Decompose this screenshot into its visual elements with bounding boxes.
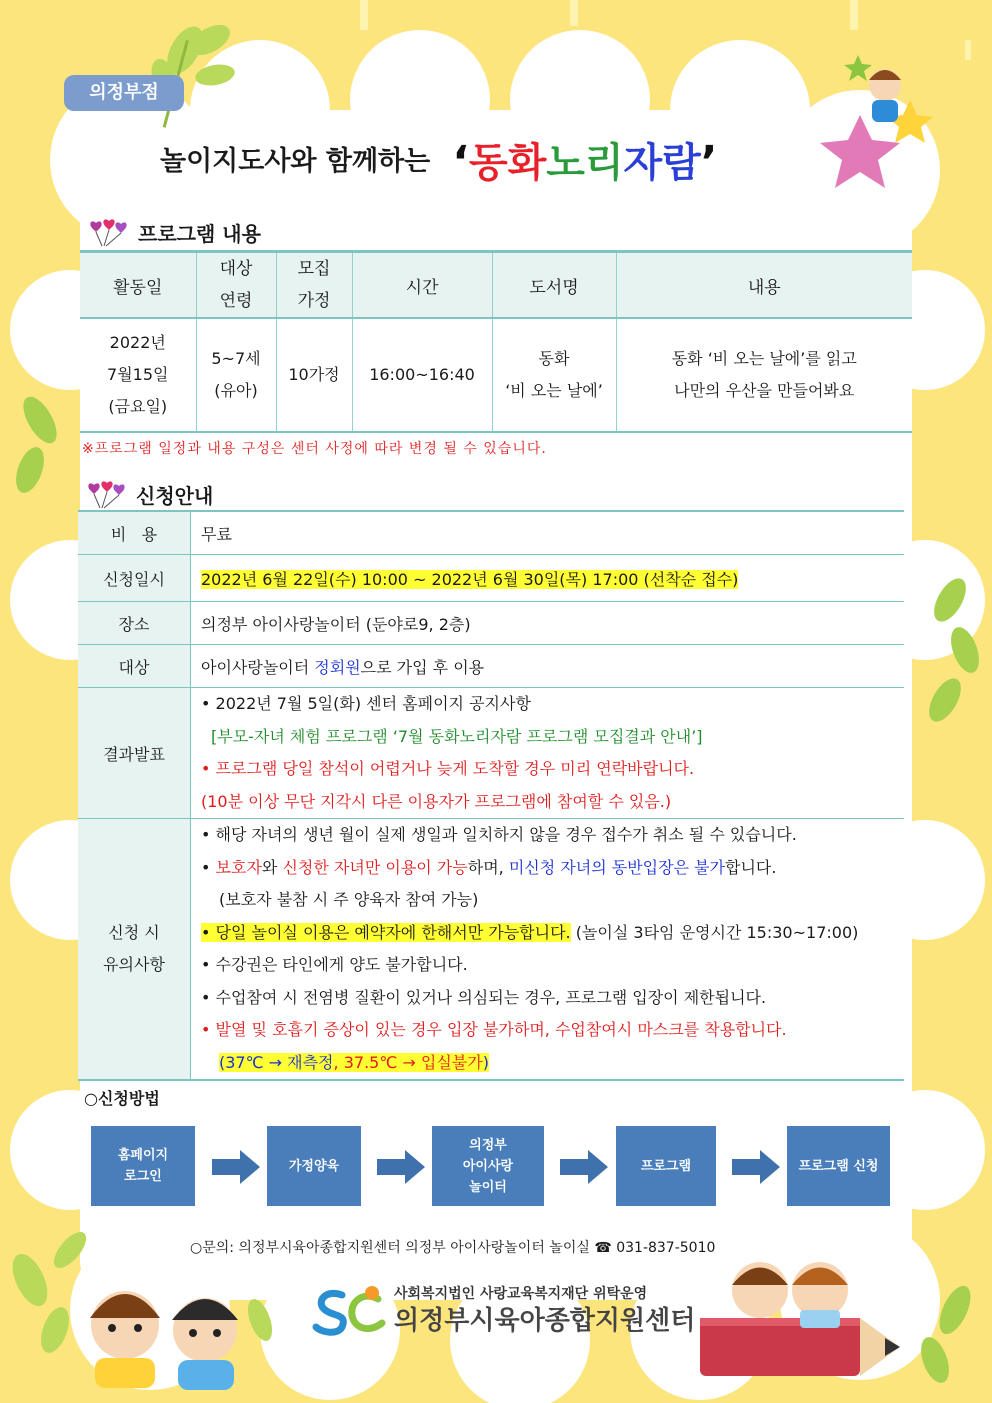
fee-label: 비 용 [78,511,191,555]
target-value [191,645,905,688]
title-prefix: 놀이지도사와 함께하는 [160,146,431,177]
balloon-hearts-icon [88,219,130,247]
result-value [191,688,905,819]
org-operator: 사회복지법인 사랑교육복지재단 위탁운영 [394,1286,648,1302]
caution-line-7: • 발열 및 호흡기 증상이 있는 경우 입장 불가하며, 수업참여시 마스크를 착용합니다. [201,1020,787,1039]
caution-applied-only: 신청한 자녀만 이용이 가능 [282,857,468,877]
caution-row [78,819,904,1081]
caution-line-2 [201,852,904,885]
caution-temp-close: ) [482,1052,489,1072]
arrow-right-icon [560,1150,608,1184]
schedule-notice: ※프로그램 일정과 내용 구성은 센터 사정에 따라 변경 될 수 있습니다. [82,441,547,457]
title-char: 동 [468,140,508,186]
caution-value [191,819,905,1081]
title-quote-open: ‘ [452,137,469,188]
title-char: 자 [623,140,663,186]
title-program-name [469,131,701,188]
caution-label-line-2: 유의사항 [103,955,165,974]
cell-date: 2022년 7월15일 (금요일) [80,318,196,432]
caution-label [78,819,191,1081]
date-row [78,555,904,602]
target-member: 정회원 [314,657,361,677]
fee-value: 무료 [191,511,905,555]
step-homepage-login: 홈페이지 로그인 [91,1126,195,1206]
header-book: 도서명 [492,252,616,319]
date-value: 2022년 6월 22일(수) 10:00 ~ 2022년 6월 30일(목) 17:00 (선착순 접수) [201,569,739,589]
caution-guardian: 보호자 [215,857,262,877]
cell-families: 10가정 [276,318,352,432]
step-program: 프로그램 [616,1126,716,1206]
caution-line-3: (보호자 불참 시 주 양육자 참여 가능) [219,890,479,909]
apply-heading-text: 신청안내 [136,484,214,508]
result-row [78,688,904,819]
place-label: 장소 [78,602,191,645]
caution-line-1: • 해당 자녀의 생년 월이 실제 생일과 일치하지 않을 경우 접수가 취소 될 수 있습니다. [201,825,797,844]
caution-text: 합니다. [725,857,777,877]
header-content: 내용 [616,252,912,319]
contact-info: ○문의: 의정부시육아종합지원센터 의정부 아이사랑놀이터 놀이실 ☎ 031-837-5010 [190,1240,716,1256]
balloon-hearts-icon [86,481,128,509]
result-label: 결과발표 [78,688,191,819]
apply-table [78,510,904,1081]
target-text-a: 아이사랑놀이터 [201,657,315,677]
caution-temp-deny: , 37.5℃ → 입실불가 [333,1052,483,1072]
target-row [78,645,904,688]
program-row [80,318,912,432]
program-section-heading [88,218,261,247]
arrow-right-icon [377,1150,425,1184]
method-heading: ○신청방법 [84,1089,160,1108]
center-logo [312,1283,696,1343]
title-char: 노 [546,140,585,186]
caution-text: 와 [261,857,283,877]
step-playground: 의정부 아이사랑 놀이터 [432,1126,544,1206]
caution-line-5: • 수강권은 타인에게 양도 불가합니다. [201,955,468,974]
result-line-2: [부모-자녀 체험 프로그램 ‘7월 동화노리자람 프로그램 모집결과 안내’] [211,726,703,746]
step-program-apply: 프로그램 신청 [787,1126,890,1206]
caution-label-line-1: 신청 시 [108,923,160,942]
program-table [80,250,912,433]
caution-line-4 [201,917,904,950]
fee-row [78,511,904,555]
apply-section-heading [86,480,213,509]
target-text-c: 으로 가입 후 이용 [360,657,485,677]
cell-content: 동화 ‘비 오는 날에’를 읽고 나만의 우산을 만들어봐요 [616,318,912,432]
result-line-3: • 프로그램 당일 참석이 어렵거나 늦게 도착할 경우 미리 연락바랍니다. [201,759,695,778]
arrow-right-icon [732,1150,780,1184]
header-age: 대상 연령 [196,252,276,319]
target-label: 대상 [78,645,191,688]
arrow-right-icon [212,1150,260,1184]
result-line-4: (10분 이상 무단 지각시 다른 이용자가 프로그램에 참여할 수 있음.) [201,791,672,811]
header-families: 모집 가정 [276,252,352,319]
caution-play-hours: (놀이실 3타임 운영시간 15:30~17:00) [570,922,859,942]
caution-line-6: • 수업참여 시 전염병 질환이 있거나 의심되는 경우, 프로그램 입장이 제한됩니다. [201,987,767,1007]
header-time: 시간 [352,252,492,319]
cell-book: 동화 ‘비 오는 날에’ [492,318,616,432]
title-char: 화 [507,140,547,186]
caution-bullet: • [201,857,216,877]
title-char: 람 [662,140,701,186]
caution-reservation-only: • 당일 놀이실 이용은 예약자에 한해서만 가능합니다. [201,922,571,942]
result-line-1: • 2022년 7월 5일(화) 센터 홈페이지 공지사항 [201,694,531,713]
caution-temp-recheck: (37℃ → 재측정 [219,1052,334,1072]
step-home-care: 가정양육 [267,1126,361,1206]
title-quote-close: ’ [700,137,718,188]
date-label: 신청일시 [78,555,191,602]
org-name: 의정부시육아종합지원센터 [394,1306,696,1336]
caution-no-companion: 미신청 자녀의 동반입장은 불가 [508,857,726,877]
page-title [160,118,718,188]
center-logo-icon [312,1283,390,1339]
branch-badge: 의정부점 [64,75,184,111]
caution-line-8 [201,1047,904,1080]
cell-time: 16:00~16:40 [352,318,492,432]
place-value: 의정부 아이사랑놀이터 (둔야로9, 2층) [191,602,905,645]
place-row [78,602,904,645]
cell-age: 5~7세 (유아) [196,318,276,432]
program-header-row [80,252,912,319]
title-char: 리 [584,140,624,186]
header-date: 활동일 [80,252,196,319]
caution-text: 하며, [467,857,509,877]
program-heading-text: 프로그램 내용 [138,222,261,246]
